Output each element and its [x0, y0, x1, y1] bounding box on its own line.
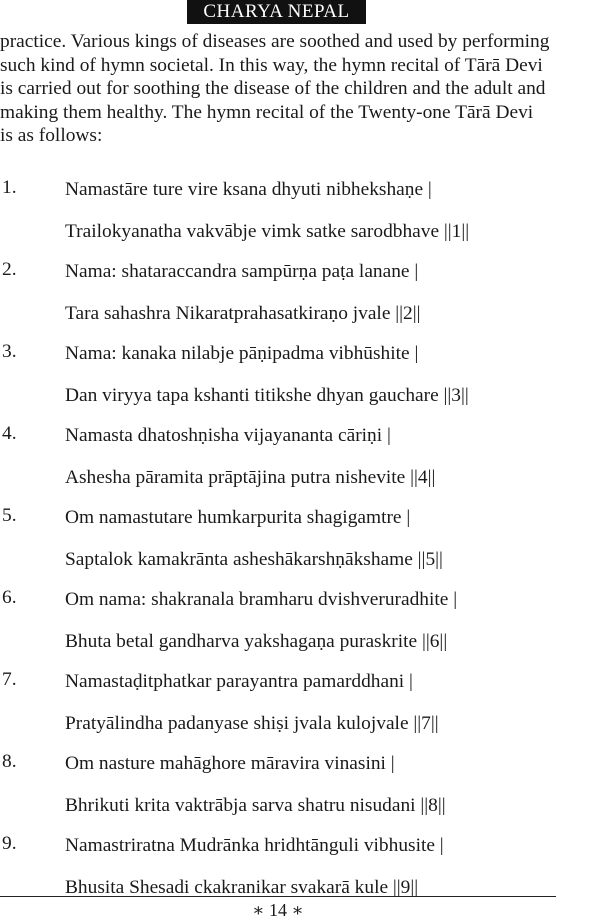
verse-line-2: Saptalok kamakrānta asheshākarshṇākshame ||5||	[65, 549, 443, 570]
verse-line-2: Bhuta betal gandharva yakshagaṇa puraskrite ||6||	[65, 631, 448, 652]
verse-line-2: Trailokyanatha vakvābje vimk satke sarodbhave ||1||	[65, 221, 470, 242]
verse-line-2: Tara sahashra Nikaratprahasatkiraṇo jvale ||2||	[65, 303, 421, 324]
verse-item	[0, 420, 600, 502]
running-header: CHARYA NEPAL	[187, 0, 366, 24]
intro-line: is carried out for soothing the disease of the children and the adult and	[0, 78, 546, 100]
verse-item	[0, 748, 600, 830]
verse-line-1: Nama: shataraccandra sampūrṇa paṭa lanane |	[65, 261, 419, 282]
verse-item	[0, 338, 600, 420]
verse-item	[0, 174, 600, 256]
verse-line-1: Namastriratna Mudrānka hridhtānguli vibhusite |	[65, 835, 444, 856]
verse-number: 1.	[2, 177, 17, 198]
verse-list	[0, 174, 600, 912]
verse-line-1: Namastāre ture vire ksana dhyuti nibhekshaṇe |	[65, 179, 432, 200]
verse-line-2: Dan viryya tapa kshanti titikshe dhyan gauchare ||3||	[65, 385, 469, 406]
verse-line-2: Bhrikuti krita vaktrābja sarva shatru nisudani ||8||	[65, 795, 446, 816]
verse-number: 3.	[2, 341, 17, 362]
verse-number: 4.	[2, 423, 17, 444]
verse-line-1: Om namastutare humkarpurita shagigamtre |	[65, 507, 411, 528]
verse-line-2: Pratyālindha padanyase shiṣi jvala kulojvale ||7||	[65, 713, 439, 734]
verse-line-1: Nama: kanaka nilabje pāṇipadma vibhūshite |	[65, 343, 419, 364]
verse-number: 9.	[2, 833, 17, 854]
verse-number: 8.	[2, 751, 17, 772]
intro-line: making them healthy. The hymn recital of the Twenty-one Tārā Devi	[0, 101, 534, 123]
verse-line-1: Om nasture mahāghore māravira vinasini |	[65, 753, 395, 774]
verse-item	[0, 584, 600, 666]
verse-item	[0, 666, 600, 748]
intro-line: is as follows:	[0, 125, 103, 147]
intro-line: practice. Various kings of diseases are soothed and used by performing	[0, 31, 550, 52]
verse-line-1: Namastaḍitphatkar parayantra pamarddhani |	[65, 671, 413, 692]
verse-line-2: Bhusita Shesadi ckakranikar svakarā kule ||9||	[65, 877, 419, 898]
verse-number: 2.	[2, 259, 17, 280]
verse-number: 5.	[2, 505, 17, 526]
verse-item	[0, 256, 600, 338]
verse-line-1: Om nama: shakranala bramharu dvishveruradhite |	[65, 589, 458, 610]
verse-line-2: Ashesha pāramita prāptājina putra nishevite ||4||	[65, 467, 436, 488]
verse-number: 7.	[2, 669, 17, 690]
verse-line-1: Namasta dhatoshṇisha vijayananta cāriṇi |	[65, 425, 391, 446]
intro-line: such kind of hymn societal. In this way, the hymn recital of Tārā Devi	[0, 54, 543, 76]
intro-paragraph	[0, 30, 600, 148]
verse-item	[0, 502, 600, 584]
verse-number: 6.	[2, 587, 17, 608]
footer-rule	[0, 896, 556, 897]
page-number: ∗ 14 ∗	[252, 900, 304, 920]
